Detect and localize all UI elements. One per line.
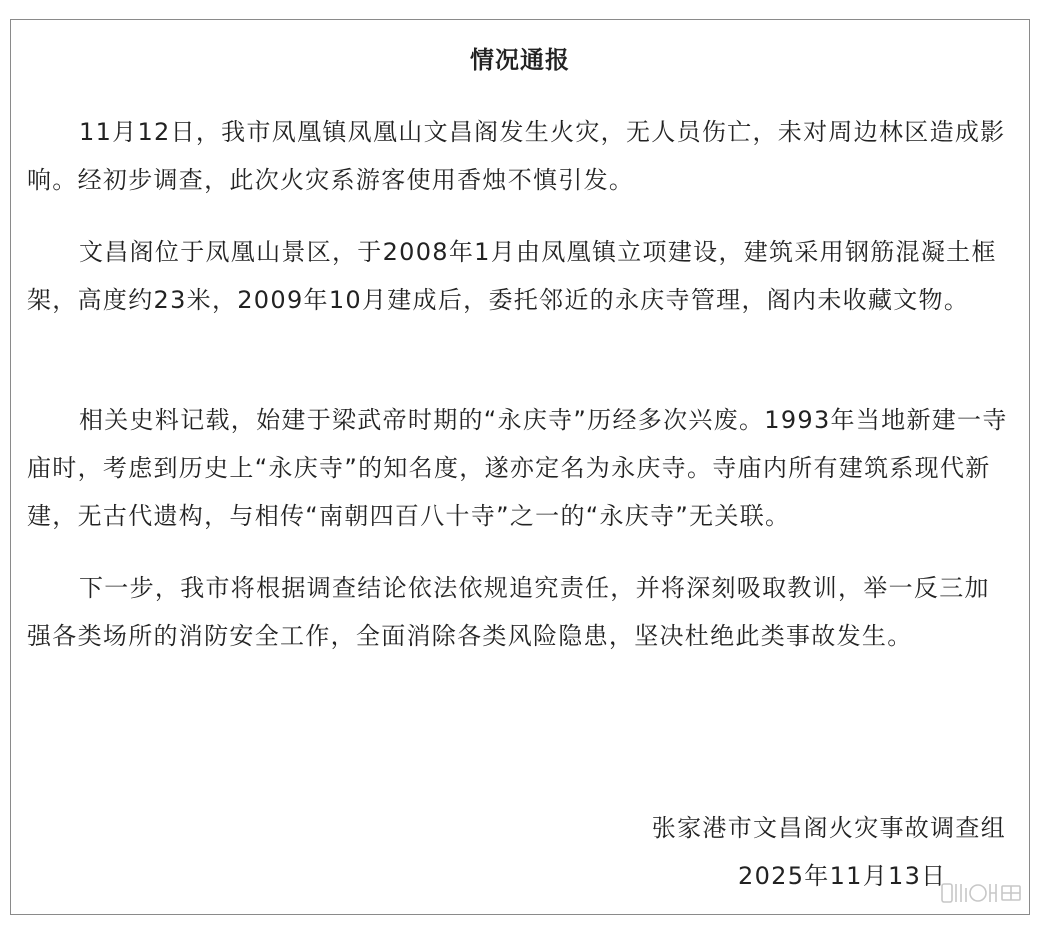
document-title: 情况通报 xyxy=(470,46,570,74)
watermark-icon xyxy=(940,878,1024,908)
issuer-signature: 张家港市文昌阁火灾事故调查组 xyxy=(651,814,1006,842)
paragraph-next-steps: 下一步，我市将根据调查结论依法依规追究责任，并将深刻吸取教训，举一反三加强各类场所的消防安全工作，全面消除各类风险隐患，坚决杜绝此类事故发生。 xyxy=(27,574,990,650)
paragraph-building: 文昌阁位于凤凰山景区，于2008年1月由凤凰镇立项建设，建筑采用钢筋混凝土框架，高度约23米，2009年10月建成后，委托邻近的永庆寺管理，阁内未收藏文物。 xyxy=(27,238,997,314)
issue-date: 2025年11月13日 xyxy=(738,862,947,890)
paragraph-incident: 11月12日，我市凤凰镇凤凰山文昌阁发生火灾，无人员伤亡，未对周边林区造成影响。经初步调查，此次火灾系游客使用香烛不慎引发。 xyxy=(27,118,1006,194)
paragraph-history: 相关史料记载，始建于梁武帝时期的“永庆寺”历经多次兴废。1993年当地新建一寺庙时，考虑到历史上“永庆寺”的知名度，遂亦定名为永庆寺。寺庙内所有建筑系现代新建，无古代遗构，与相传“南朝四百八十寺”之一的“永庆寺”无关联。 xyxy=(27,406,1008,530)
